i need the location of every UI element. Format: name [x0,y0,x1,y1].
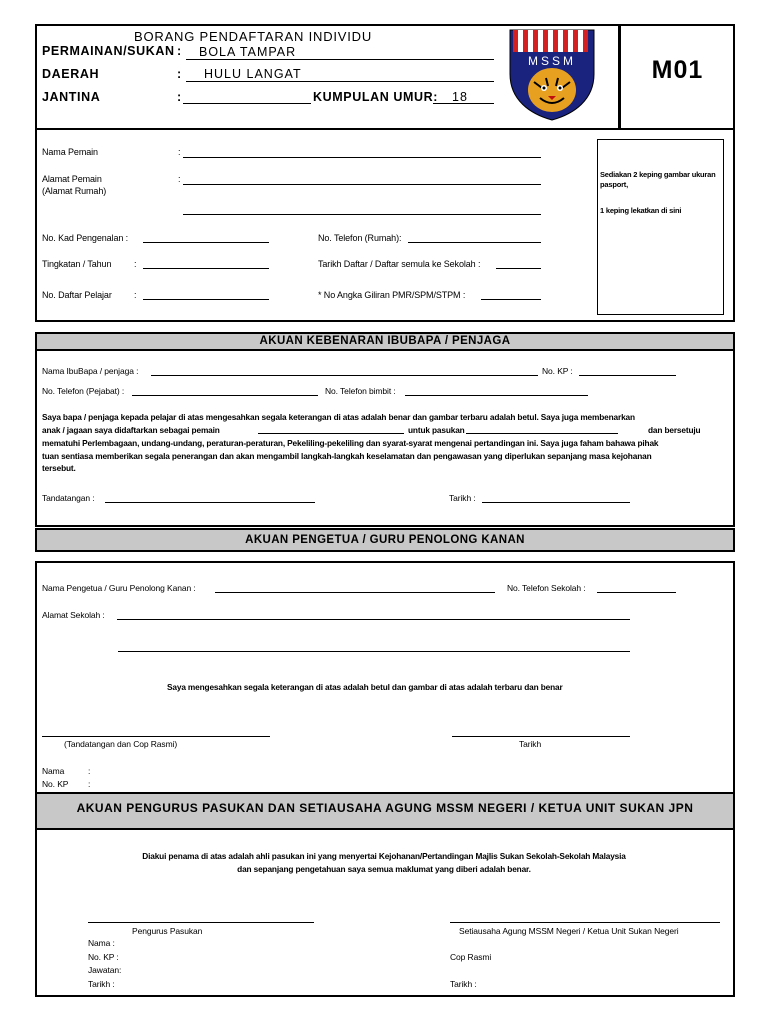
parent-heading: AKUAN KEBENARAN IBUBAPA / PENJAGA [35,332,735,351]
principal-ic-colon: : [88,779,91,789]
exam-no-label: * No Angka Giliran PMR/SPM/STPM : [318,290,466,300]
player-sport-field[interactable] [258,433,404,434]
mobile-label: No. Telefon bimbit : [325,386,396,396]
secretary-signature-field[interactable] [450,922,720,923]
district-value: HULU LANGAT [204,67,302,81]
player-address-sub: (Alamat Rumah) [42,186,107,196]
photo-note-2: 1 keping lekatkan di sini [600,206,682,215]
gender-line[interactable] [183,103,311,104]
form-year-colon: : [134,259,137,269]
parent-statement-4: tuan sentiasa memberikan segala penerangan dan akan mengambil langkah-langkah keselamatan dan pengawasan yang diperlukan sepanjang masa kejohanan [42,451,652,461]
school-address-field-1[interactable] [117,619,630,620]
school-address-field-2[interactable] [118,651,630,652]
district-colon: : [177,67,182,81]
principal-name-label: Nama Pengetua / Guru Penolong Kanan : [42,583,196,593]
principal-statement: Saya mengesahkan segala keterangan di atas adalah betul dan gambar di atas adalah terbaru dan benar [167,682,563,692]
manager-name-field: Nama : [88,938,115,948]
register-date-field[interactable] [496,268,541,269]
manager-statement-2: dan sepanjang pengetahuan saya semua maklumat yang diberi adalah benar. [237,864,531,874]
form-code: M01 [651,56,704,84]
student-no-colon: : [134,290,137,300]
principal-name-field-label: Nama [42,766,65,776]
parent-statement-1: Saya bapa / penjaga kepada pelajar di atas mengesahkan segala keterangan di atas adalah benar dan gambar terbaru adalah betul. Saya juga membenarkan [42,412,635,422]
parent-ic-field[interactable] [579,375,676,376]
mssm-logo [504,26,600,122]
player-address-field-1[interactable] [183,184,541,185]
principal-name-field[interactable] [215,592,495,593]
player-name-label: Nama Pemain [42,147,98,157]
age-group-label: KUMPULAN UMUR: [313,90,439,104]
player-address-field-2[interactable] [183,214,541,215]
photo-note-1: Sediakan 2 keping gambar ukuran pasport, [600,170,716,189]
parent-signature-field[interactable] [105,502,315,503]
manager-label: Pengurus Pasukan [132,926,203,936]
parent-ic-label: No. KP : [542,366,573,376]
sport-colon: : [177,44,182,58]
parent-name-field[interactable] [151,375,538,376]
register-date-label: Tarikh Daftar / Daftar semula ke Sekolah : [318,259,481,269]
stamp-label: Cop Rasmi [450,952,492,962]
sport-label: PERMAINAN/SUKAN [42,44,175,58]
manager-date-field: Tarikh : [88,979,115,989]
principal-heading: AKUAN PENGETUA / GURU PENOLONG KANAN [35,528,735,552]
manager-heading: AKUAN PENGURUS PASUKAN DAN SETIAUSAHA AGUNG MSSM NEGERI / KETUA UNIT SUKAN JPN [35,792,735,830]
secretary-date-field: Tarikh : [450,979,477,989]
student-no-label: No. Daftar Pelajar [42,290,112,300]
parent-statement-2c: dan bersetuju [648,425,701,435]
principal-date-field[interactable] [452,736,630,737]
photo-box[interactable] [597,139,724,315]
parent-statement-5: tersebut. [42,463,76,473]
manager-signature-field[interactable] [88,922,314,923]
parent-statement-2b: untuk pasukan [408,425,465,435]
parent-statement-2a: anak / jagaan saya didaftarkan sebagai pemain [42,425,220,435]
principal-signature-label: (Tandatangan dan Cop Rasmi) [64,739,178,749]
ic-field[interactable] [143,242,269,243]
parent-signature-label: Tandatangan : [42,493,95,503]
sport-line[interactable] [186,59,494,60]
district-label: DAERAH [42,67,100,81]
exam-no-field[interactable] [481,299,541,300]
gender-label: JANTINA [42,90,101,104]
secretary-label: Setiausaha Agung MSSM Negeri / Ketua Unit Sukan Negeri [459,926,679,936]
principal-date-label: Tarikh [519,739,542,749]
parent-date-field[interactable] [482,502,630,503]
player-name-colon: : [178,147,181,157]
school-phone-label: No. Telefon Sekolah : [507,583,586,593]
manager-ic-field: No. KP : [88,952,119,962]
parent-date-label: Tarikh : [449,493,476,503]
age-group-value: 18 [452,90,468,104]
player-name-field[interactable] [183,157,541,158]
school-phone-field[interactable] [597,592,676,593]
player-address-label: Alamat Pemain [42,174,102,184]
school-address-label: Alamat Sekolah : [42,610,105,620]
principal-ic-field-label: No. KP [42,779,69,789]
sport-value: BOLA TAMPAR [199,45,297,59]
phone-home-label: No. Telefon (Rumah): [318,233,402,243]
form-year-field[interactable] [143,268,269,269]
logo-text: MSSM [528,54,576,68]
parent-name-label: Nama IbuBapa / penjaga : [42,366,139,376]
office-phone-field[interactable] [132,395,318,396]
phone-home-field[interactable] [408,242,541,243]
gender-colon: : [177,90,182,104]
district-line[interactable] [186,81,494,82]
student-no-field[interactable] [143,299,269,300]
form-title: BORANG PENDAFTARAN INDIVIDU [134,29,373,44]
parent-statement-3: mematuhi Perlembagaan, undang-undang, peraturan-peraturan, Pekeliling-pekeliling dan syarat-syarat mengenai pertandingan ini. Saya juga faham bahawa pihak [42,438,659,448]
team-field[interactable] [466,433,618,434]
ic-label: No. Kad Pengenalan : [42,233,129,243]
form-year-label: Tingkatan / Tahun [42,259,112,269]
office-phone-label: No. Telefon (Pejabat) : [42,386,125,396]
principal-name-colon: : [88,766,91,776]
principal-signature-field[interactable] [42,736,270,737]
manager-post-field: Jawatan: [88,965,122,975]
manager-statement-1: Diakui penama di atas adalah ahli pasukan ini yang menyertai Kejohanan/Pertandingan Majlis Sukan Sekolah-Sekolah Malaysia [142,851,626,861]
mobile-field[interactable] [405,395,588,396]
principal-box [35,561,735,798]
player-address-colon: : [178,174,181,184]
